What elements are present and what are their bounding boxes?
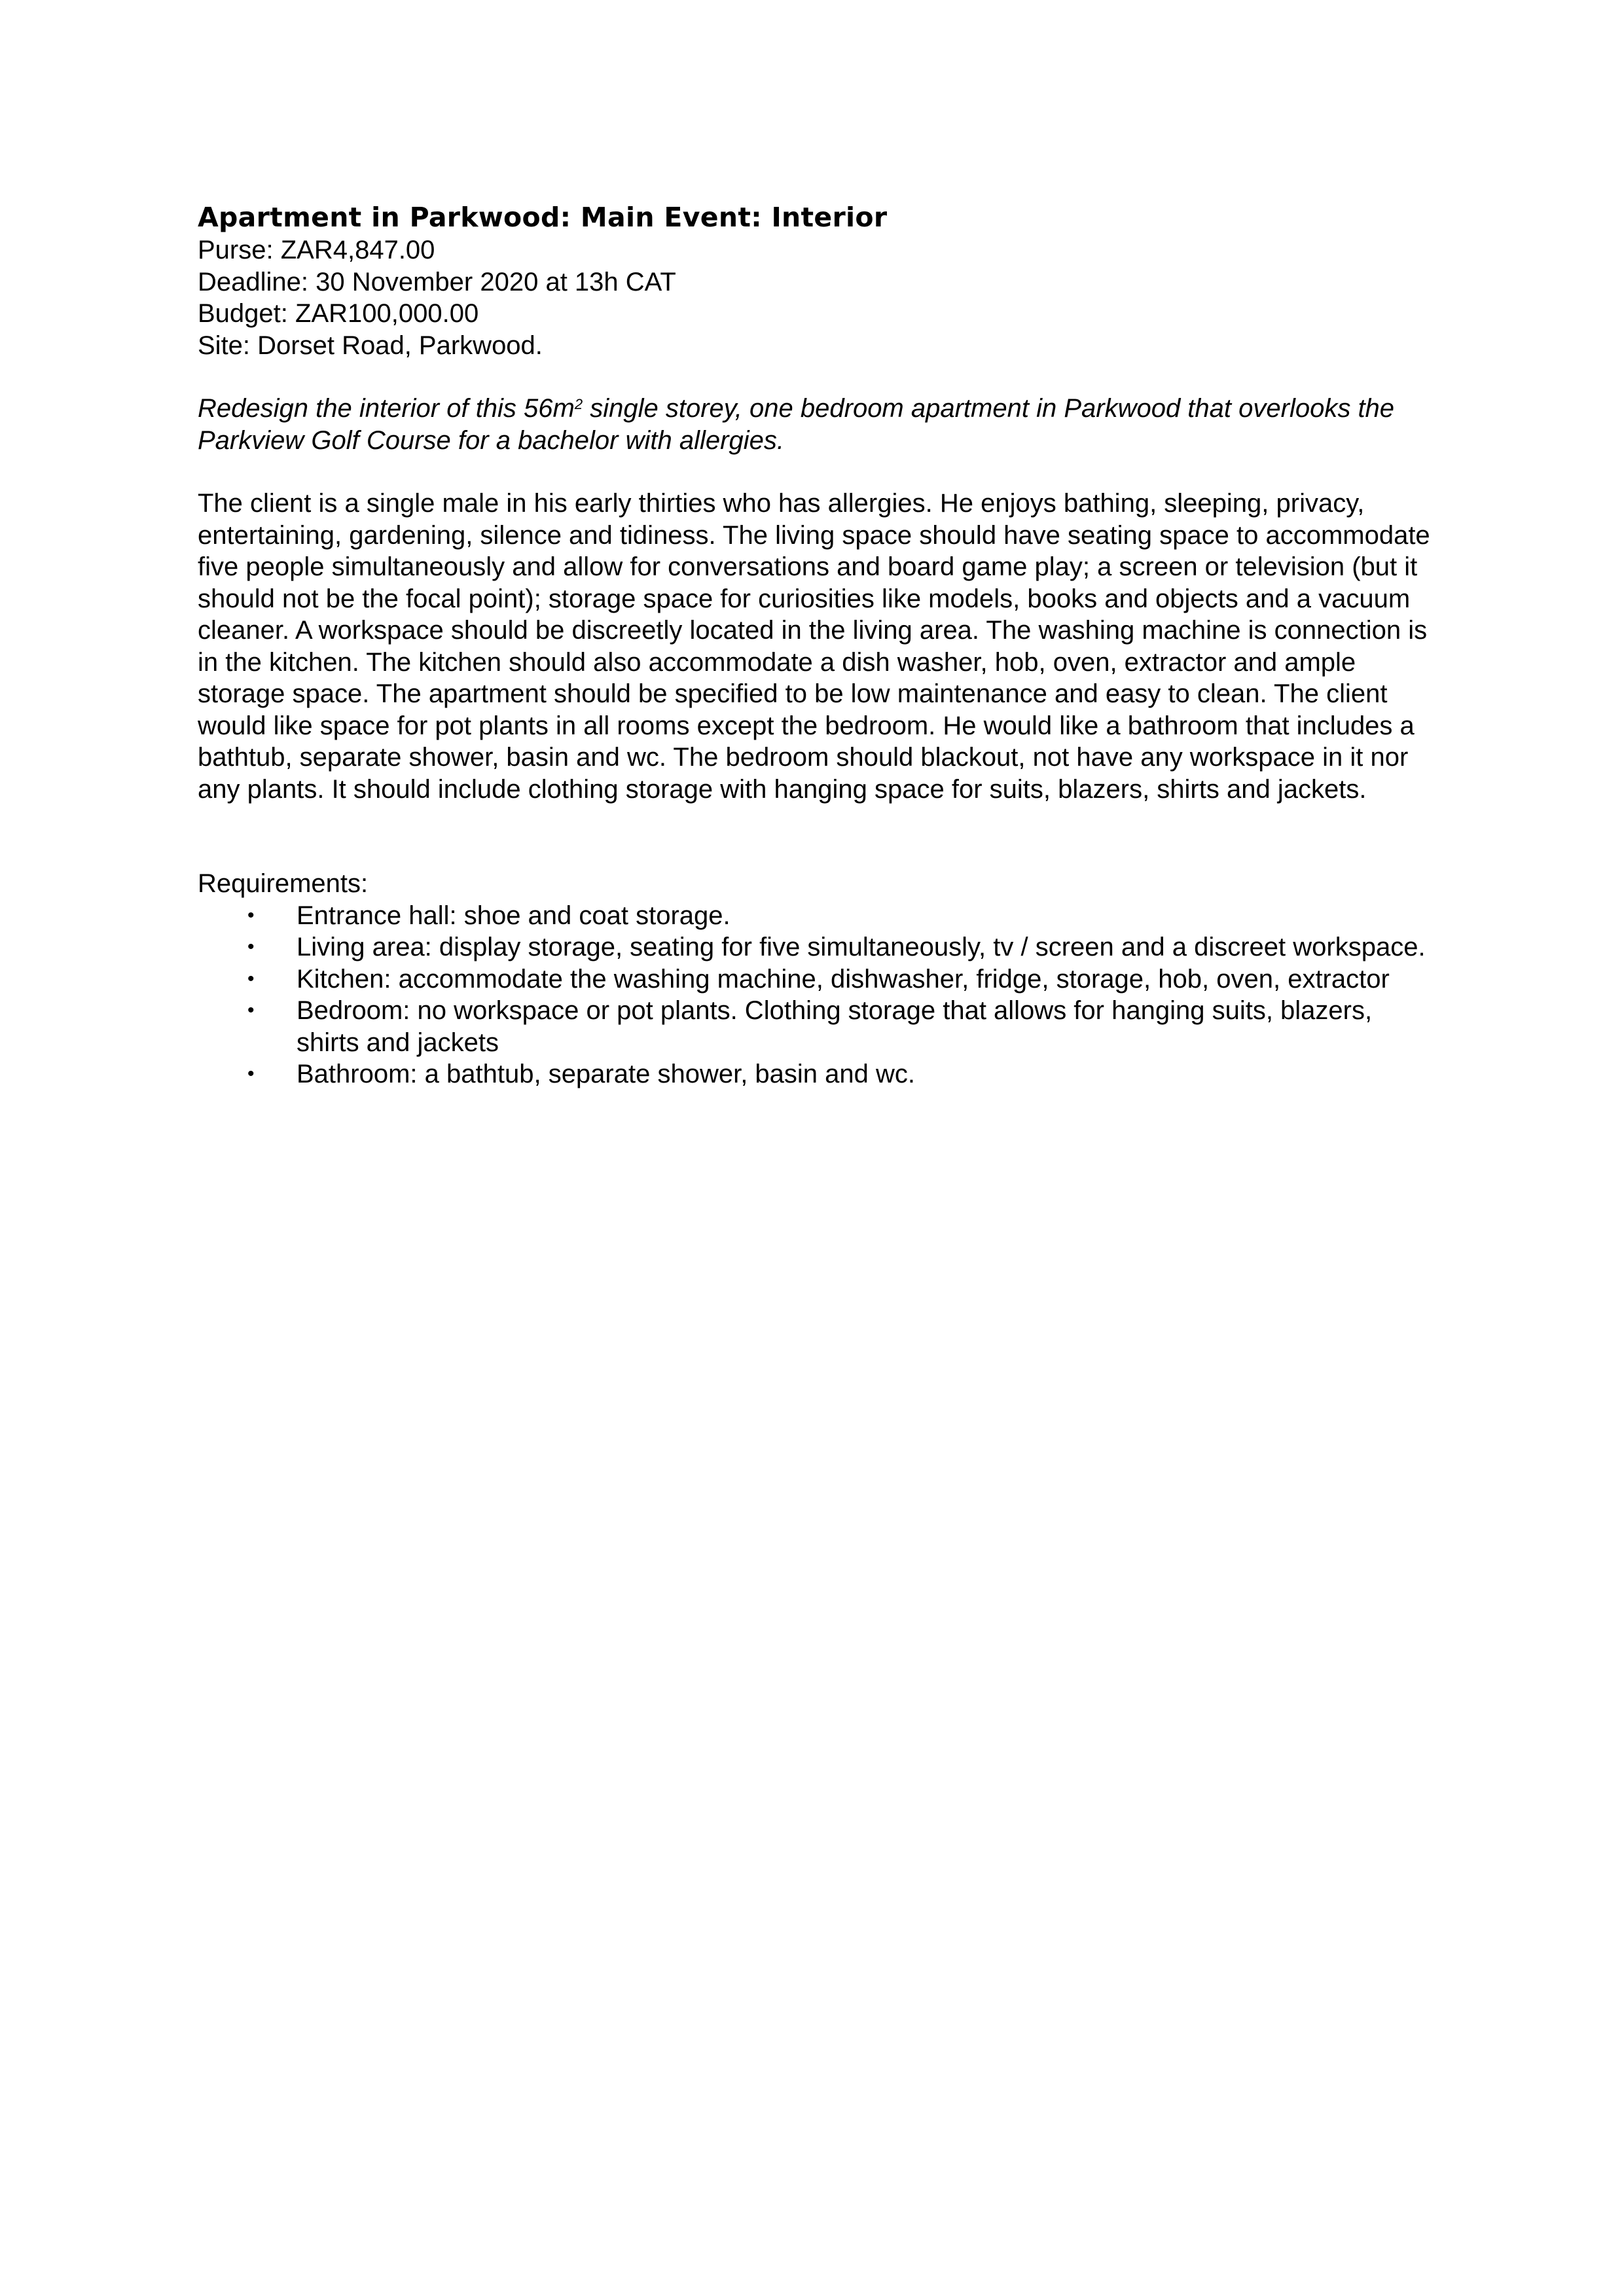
requirement-text: Entrance hall: shoe and coat storage. — [297, 901, 731, 930]
bullet-icon: • — [247, 904, 255, 926]
spacer — [198, 361, 1441, 393]
deadline-line: Deadline: 30 November 2020 at 13h CAT — [198, 267, 676, 296]
site-line: Site: Dorset Road, Parkwood. — [198, 331, 543, 360]
requirement-text: Bedroom: no workspace or pot plants. Clothing storage that allows for hanging suits, blazers, shirts and jackets — [297, 996, 1373, 1057]
spacer — [198, 805, 1441, 868]
requirements-heading: Requirements: — [198, 869, 369, 898]
document-title: Apartment in Parkwood: Main Event: Interior — [198, 202, 888, 233]
bullet-icon: • — [247, 967, 255, 990]
bullet-icon: • — [247, 936, 255, 958]
brief-part-2: single storey, one bedroom apartment in Parkwood that overlooks the Parkview Golf Course for a bachelor with allergies. — [198, 394, 1395, 455]
document-page — [198, 200, 1441, 1090]
brief-superscript: 2 — [574, 395, 583, 412]
bullet-icon: • — [247, 999, 255, 1021]
list-item — [198, 963, 1441, 996]
brief-part-1: Redesign the interior of this 56m — [198, 394, 575, 423]
list-item — [198, 1058, 1441, 1090]
list-item — [198, 995, 1441, 1058]
requirement-text: Bathroom: a bathtub, separate shower, basin and wc. — [297, 1060, 916, 1088]
list-item — [198, 931, 1441, 963]
purse-line: Purse: ZAR4,847.00 — [198, 236, 435, 264]
requirement-text: Living area: display storage, seating for five simultaneously, tv / screen and a discreet workspace. — [297, 933, 1426, 961]
spacer — [198, 456, 1441, 488]
budget-line: Budget: ZAR100,000.00 — [198, 299, 479, 328]
bullet-icon: • — [247, 1063, 255, 1085]
requirements-list — [198, 900, 1441, 1090]
brief-summary — [198, 393, 1441, 456]
list-item — [198, 900, 1441, 932]
requirement-text: Kitchen: accommodate the washing machine, dishwasher, fridge, storage, hob, oven, extractor — [297, 964, 1390, 994]
client-description: The client is a single male in his early thirties who has allergies. He enjoys bathing, sleeping, privacy, entertaining, gardening, silence and tidiness. The living space should have seating space to accommodate five people simultaneously and allow for conversations and board game play; a screen or television (but it should not be the focal point); storage space for curiosities like models, books and objects and a vacuum cleaner. A workspace should be discreetly located in the living area. The washing machine is connection is in the kitchen. The kitchen should also accommodate a dish washer, hob, oven, extractor and ample storage space. The apartment should be specified to be low maintenance and easy to clean. The client would like space for pot plants in all rooms except the bedroom. He would like a bathroom that includes a bathtub, separate shower, basin and wc. The bedroom should blackout, not have any workspace in it nor any plants. It should include clothing storage with hanging space for suits, blazers, shirts and jackets. — [198, 489, 1430, 804]
